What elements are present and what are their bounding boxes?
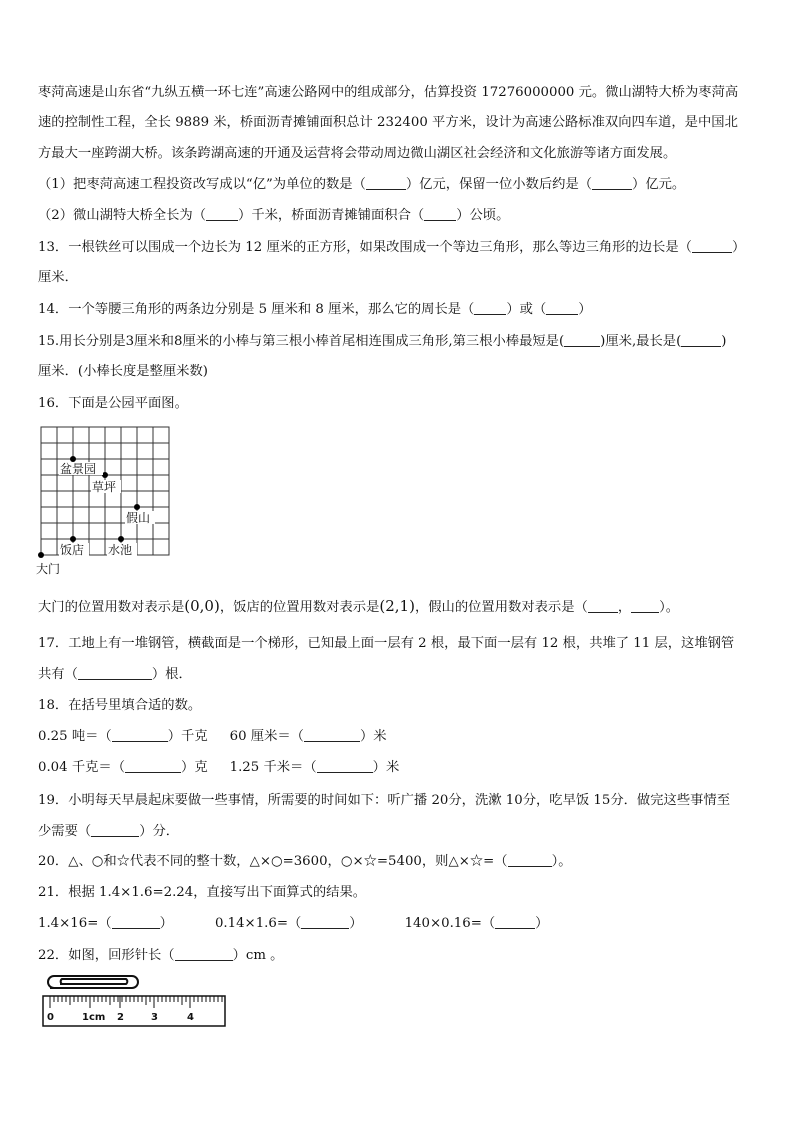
paperclip-ruler-figure xyxy=(40,974,230,1029)
answer-blank[interactable] xyxy=(546,301,578,315)
answer-blank[interactable] xyxy=(474,301,506,315)
ruler-label-2: 2 xyxy=(117,1012,124,1023)
question-17-line-1: 17．工地上有一堆钢管，横截面是一个梯形，已知最上面一层有 2 根，最下面一层有 12 根，共堆了 11 层，这堆钢管 xyxy=(38,636,735,651)
park-map xyxy=(30,424,180,579)
question-14: 14．一个等腰三角形的两条边分别是 5 厘米和 8 厘米，那么它的周长是（ ）或（ ） xyxy=(38,302,592,317)
question-17-line-2: 共有（ ）根． xyxy=(38,667,192,682)
restaurant-label: 饭店 xyxy=(60,543,85,557)
pool-point xyxy=(118,536,124,542)
rockery-point xyxy=(134,504,140,510)
question-15-line-1: 15.用长分别是3厘米和8厘米的小棒与第三根小棒首尾相连围成三角形,第三根小棒最短是( )厘米,最长是( ) xyxy=(38,334,727,349)
answer-blank[interactable] xyxy=(175,947,233,961)
answer-blank[interactable] xyxy=(112,915,160,929)
gate-label: 大门 xyxy=(36,562,61,576)
question-19-line-2: 少需要（ ）分． xyxy=(38,824,180,839)
question-13-line-1: 13．一根铁丝可以围成一个边长为 12 厘米的正方形，如果改围成一个等边三角形，那么等边三角形的边长是（ ） xyxy=(38,240,746,255)
answer-blank[interactable] xyxy=(304,728,360,742)
question-21-title: 21．根据 1.4×1.6=2.24，直接写出下面算式的结果。 xyxy=(38,885,367,900)
question-22: 22．如图，回形针长（ ）cm 。 xyxy=(38,948,284,963)
question-20: 20．△、○和☆代表不同的整十数，△×○=3600，○×☆=5400，则△×☆=（ ）。 xyxy=(38,854,572,869)
lawn-label: 草坪 xyxy=(92,480,117,494)
question-18-title: 18．在括号里填合适的数。 xyxy=(38,698,202,713)
question-16-title: 16．下面是公园平面图。 xyxy=(38,396,188,411)
answer-blank[interactable] xyxy=(424,207,456,221)
paperclip-icon xyxy=(48,976,138,988)
rockery-label: 假山 xyxy=(126,511,151,525)
answer-blank[interactable] xyxy=(495,915,535,929)
answer-blank[interactable] xyxy=(588,599,618,613)
answer-blank[interactable] xyxy=(317,759,373,773)
q12-part1: （1）把枣菏高速工程投资改写成以“亿”为单位的数是（ ）亿元，保留一位小数后约是（ ）亿元。 xyxy=(38,177,686,192)
answer-blank[interactable] xyxy=(564,333,600,347)
restaurant-point xyxy=(70,536,76,542)
answer-blank[interactable] xyxy=(78,666,152,680)
pool-label: 水池 xyxy=(108,543,133,557)
answer-blank[interactable] xyxy=(91,823,139,837)
ruler-label-1cm: 1cm xyxy=(82,1012,106,1023)
ruler xyxy=(43,996,225,1026)
intro-line-2: 速的控制性工程，全长 9889 米，桥面沥青摊铺面积总计 232400 平方米，设计为高速公路标准双向四车道，是中国北 xyxy=(38,115,738,130)
question-15-line-2: 厘米．(小棒长度是整厘米数) xyxy=(38,364,208,379)
ruler-label-0: 0 xyxy=(47,1012,54,1023)
answer-blank[interactable] xyxy=(112,728,168,742)
q12-part2: （2）微山湖特大桥全长为（ ）千米，桥面沥青摊铺面积合（ ）公顷。 xyxy=(38,208,510,223)
question-16-answer: 大门的位置用数对表示是(0,0)，饭店的位置用数对表示是(2,1)，假山的位置用数对表示是（ ， ）。 xyxy=(38,597,680,615)
answer-blank[interactable] xyxy=(125,759,181,773)
answer-blank[interactable] xyxy=(692,239,732,253)
answer-blank[interactable] xyxy=(681,333,721,347)
bonsai-garden-label: 盆景园 xyxy=(60,462,97,476)
answer-blank[interactable] xyxy=(206,207,238,221)
answer-blank[interactable] xyxy=(366,176,406,190)
question-18-row-1: 0.25 吨＝（ ）千克 60 厘米＝（ ）米 xyxy=(38,729,387,744)
answer-blank[interactable] xyxy=(301,915,349,929)
ruler-label-4: 4 xyxy=(187,1012,194,1023)
intro-line-1: 枣菏高速是山东省“九纵五横一环七连”高速公路网中的组成部分，估算投资 17276000000 元。微山湖特大桥为枣菏高 xyxy=(38,85,739,100)
answer-blank[interactable] xyxy=(631,599,659,613)
answer-blank[interactable] xyxy=(508,853,552,867)
question-19-line-1: 19．小明每天早晨起床要做一些事情，所需要的时间如下：听广播 20分，洗漱 10分，吃早饭 15分．做完这些事情至 xyxy=(38,793,731,808)
question-21-exercises: 1.4×16=（ ） 0.14×1.6=（ ） 140×0.16=（ ） xyxy=(38,916,549,931)
answer-blank[interactable] xyxy=(592,176,632,190)
question-18-row-2: 0.04 千克＝（ ）克 1.25 千米＝（ ）米 xyxy=(38,760,400,775)
ruler-label-3: 3 xyxy=(151,1012,158,1023)
question-13-line-2: 厘米． xyxy=(38,270,78,285)
intro-line-3: 方最大一座跨湖大桥。该条跨湖高速的开通及运营将会带动周边微山湖区社会经济和文化旅游等诸方面发展。 xyxy=(38,146,677,161)
gate-point xyxy=(38,552,44,558)
